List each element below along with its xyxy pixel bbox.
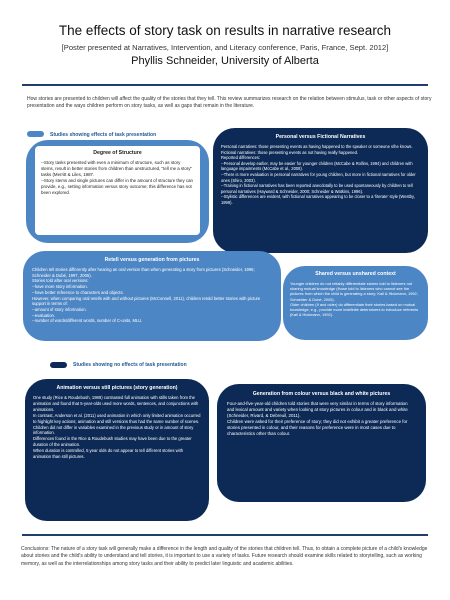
no-effects-legend-marker [50, 362, 67, 368]
conclusion-text: Conclusions: The nature of a story task will generally make a difference in the length and quality of the stories that children tell. Thus, to obtain a complete picture of a child's knowledge about stories and the child's ability to understand and tell stories, it is important to use a variety of tasks. Future research should examine skills related to storytelling, such as working memory, as well as the interrelationships among story tasks and their ability to predict later linguistic and academic abilities. [21, 546, 428, 567]
panel-retell-vs-generation [23, 251, 281, 341]
panel-body: Personal narratives: those presenting events as having happened to the speaker or someone s/he knows. Fictional narratives: those presenting events as not having really happened. Reported differences: --Personal develop earlier, may be easier for younger children (McCabe & Rollins, 1994) and children with language impairments (McCabe et al., 2008). --There is more evaluation in personal narratives for young children, but more in fictional narratives for older ones (Shiro, 2003). --Training in fictional narratives has been reported anecdotally to be used spontaneously by children to tell personal narratives (Hayward & Schneider, 2000; Schneider & Watkins, 1996). --Stylistic differences are evident, with fictional narratives appearing to be closer to a 'literate' style (Westby, 1999). [221, 144, 416, 205]
panel-degree-of-structure [26, 140, 209, 243]
poster-authors: Phyllis Schneider, University of Alberta [131, 55, 319, 67]
panel-body: Four-and-five-year-old children told stories that were very similar in terms of story information and lexical amount and variety when looking at story pictures in colour and in black and white (Schneider, Rivard, & Debreuil, 2011). Children were asked for their preference of story; they did not exhibit a greater preference for stories presented in colour, and their reasons for preference were in most cases due to characteristics other than colour. [227, 401, 408, 437]
panel-personal-vs-fictional [213, 128, 428, 253]
footer-divider [22, 534, 428, 536]
panel-shared-vs-unshared [283, 266, 428, 340]
panel-colour-vs-bw [217, 384, 426, 502]
panel-heading: Shared versus unshared context [315, 271, 396, 277]
panel-body: --Story tasks presented with even a minimum of structure, such as story stems, result in better stories from children than unstructured, "tell me a story" tasks (Merritt & Liles, 1987. --Story stems and single pictures can differ in the amount of structure they can provide, e.g., setting information versus story outcome; this difference has not been explored. [41, 160, 193, 196]
panel-heading: Degree of Structure [93, 150, 142, 156]
poster-title: The effects of story task on results in narrative research [58, 23, 392, 38]
effects-section-title: Studies showing effects of task presentation [50, 132, 157, 138]
panel-heading: Animation versus still pictures (story generation) [56, 385, 178, 391]
header-divider [22, 84, 428, 86]
panel-body: Younger children do not reliably differentiate stories told to listeners not sharing mutual knowledge (those told to listeners who cannot see the pictures from which the child is generating a story; Kail & Hickmann, 1992; Schneider & Dubé, 2005). Older children (9 and older) do differentiate their stories based on mutual knowledge, e.g., provide more indefinite determiners to introduce referents (Kail & Hickmann, 1992). [290, 281, 419, 318]
panel-heading: Personal versus Fictional Narratives [275, 134, 366, 140]
effects-legend-marker [27, 131, 44, 137]
no-effects-section-title: Studies showing no effects of task presentation [73, 362, 187, 368]
panel-body: Children tell stories differently after hearing an oral version than when generating a story from pictures (Schneider, 1996; Schneider & Dubé, 1997, 2005). Stories told after oral versions: --have more story information. --have better reference to characters and objects. However, when comparing oral retells with and without pictures (McConnell, 2011), children retold better stories with picture support in terms of: --amount of story information. --evaluation. --number of words/different words, number of C-units, MLU. [32, 267, 261, 324]
poster-subtitle: [Poster presented at Narratives, Intervention, and Literacy conference, Paris, France, Sept. 2012] [61, 43, 389, 52]
panel-heading: Generation from colour versus black and white pictures [252, 391, 391, 397]
panel-body: One study (Rice & Roudebush, 1989) contrasted full animation with stills taken from the animation and found that 5-year-olds used more words, sentences, and conjunctions with animations. In contrast, Anderson et al. (2011) used animation in which only limited animation occurred to highlight key actions; animation and still versions thus had the same number of scenes. Children did not differ in variables examined in the previous study or in amount of story information. Differences found in the Rice & Roudebush studies may have been due to the greater duration of the animation. When duration is controlled, 5 year olds do not appear to tell different stories with animation than still pictures. [33, 395, 201, 460]
panel-heading: Retell versus generation from pictures [104, 257, 200, 263]
intro-text: How stories are presented to children will affect the quality of the stories that they tell. This review summarizes research on the relation between stimulus, task or other aspects of story presentation and the ways children perform on story tasks, as well as gaps that remain in the literature. [27, 96, 432, 110]
poster-header [0, 0, 450, 85]
panel-animation-vs-still [25, 379, 209, 521]
